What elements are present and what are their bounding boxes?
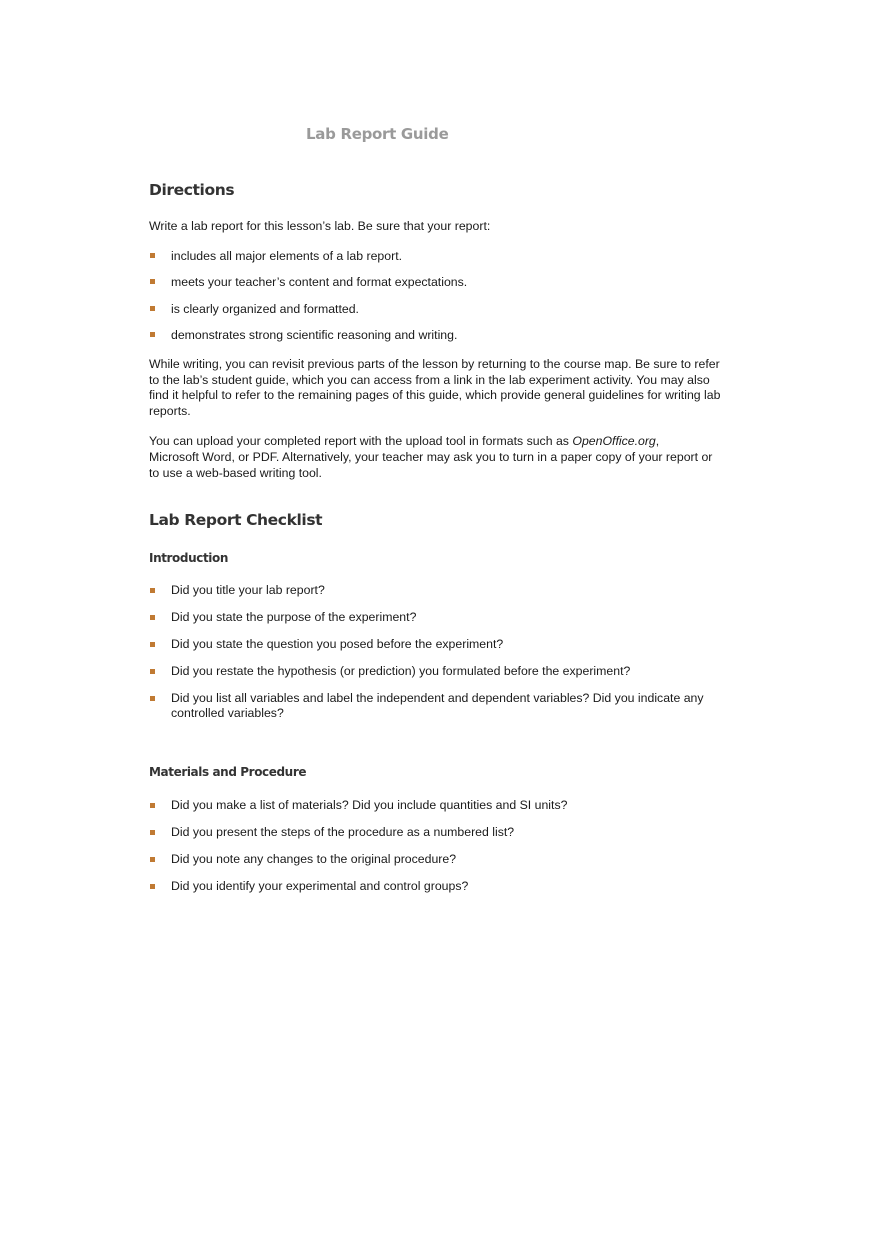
- checklist-item: Did you state the purpose of the experiment?: [171, 610, 417, 624]
- bullet-icon: [150, 884, 155, 889]
- paragraph-line: reports.: [149, 404, 191, 418]
- bullet-icon: [150, 803, 155, 808]
- bullet-icon: [150, 279, 155, 284]
- paragraph-line: [149, 433, 659, 449]
- checklist-item: Did you state the question you posed before the experiment?: [171, 637, 504, 651]
- checklist-item: Did you make a list of materials? Did you include quantities and SI units?: [171, 798, 568, 812]
- directions-heading: Directions: [149, 181, 235, 199]
- bullet-icon: [150, 253, 155, 258]
- list-item: is clearly organized and formatted.: [171, 302, 359, 316]
- bullet-icon: [150, 588, 155, 593]
- checklist-item: Did you identify your experimental and control groups?: [171, 879, 469, 893]
- document-title: Lab Report Guide: [306, 125, 449, 143]
- paragraph-line: to use a web-based writing tool.: [149, 466, 322, 480]
- list-item: meets your teacher’s content and format expectations.: [171, 275, 468, 289]
- bullet-icon: [150, 669, 155, 674]
- openoffice-text: OpenOffice.org: [572, 434, 656, 448]
- paragraph-line: to the lab’s student guide, which you can access from a link in the lab experiment activity. You may also: [149, 373, 710, 387]
- bullet-icon: [150, 306, 155, 311]
- checklist-item: Did you list all variables and label the independent and dependent variables? Did you indicate any: [171, 691, 704, 705]
- directions-intro: Write a lab report for this lesson’s lab. Be sure that your report:: [149, 219, 491, 233]
- checklist-item: Did you note any changes to the original procedure?: [171, 852, 457, 866]
- bullet-icon: [150, 830, 155, 835]
- text: ,: [655, 434, 660, 448]
- bullet-icon: [150, 615, 155, 620]
- bullet-icon: [150, 696, 155, 701]
- list-item: includes all major elements of a lab report.: [171, 249, 403, 263]
- bullet-icon: [150, 332, 155, 337]
- bullet-icon: [150, 642, 155, 647]
- checklist-item: Did you title your lab report?: [171, 583, 325, 597]
- text: You can upload your completed report with the upload tool in formats such as: [149, 434, 573, 448]
- paragraph-line: find it helpful to refer to the remaining pages of this guide, which provide general guidelines for writing lab: [149, 388, 721, 402]
- materials-heading: Materials and Procedure: [149, 765, 307, 779]
- bullet-icon: [150, 857, 155, 862]
- paragraph-line: Microsoft Word, or PDF. Alternatively, your teacher may ask you to turn in a paper copy of your report or: [149, 450, 713, 464]
- checklist-item-continued: controlled variables?: [171, 706, 284, 720]
- checklist-item: Did you restate the hypothesis (or prediction) you formulated before the experiment?: [171, 664, 631, 678]
- paragraph-line: While writing, you can revisit previous parts of the lesson by returning to the course map. Be sure to refer: [149, 357, 720, 371]
- checklist-heading: Lab Report Checklist: [149, 511, 323, 529]
- introduction-heading: Introduction: [149, 551, 228, 565]
- checklist-item: Did you present the steps of the procedure as a numbered list?: [171, 825, 515, 839]
- list-item: demonstrates strong scientific reasoning and writing.: [171, 328, 458, 342]
